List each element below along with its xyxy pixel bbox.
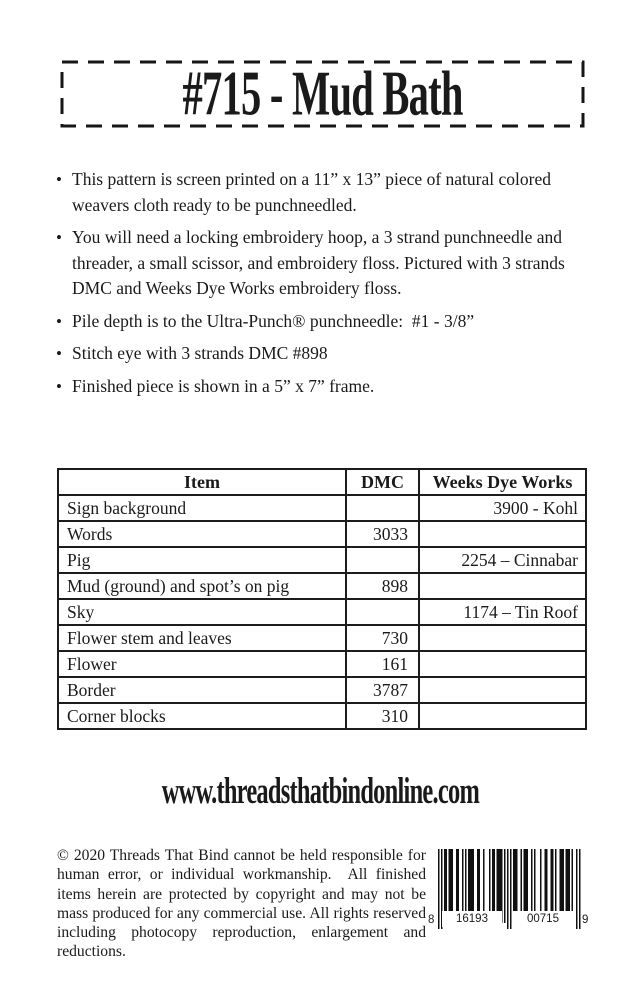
note-text: This pattern is screen printed on a 11” x 13” piece of natural colored weavers cloth ready to be punchneedled.: [72, 169, 551, 215]
cell-item: Pig: [58, 547, 346, 573]
table-header-row: [58, 469, 586, 495]
cell-item: Words: [58, 521, 346, 547]
barcode: [428, 849, 590, 933]
copyright-text: © 2020 Threads That Bind cannot be held responsible for human error, or individual workmanship. All finished items herein are protected by copyright and may not be mass produced for any commercial use. All rights reserved including photocopy reproduction, enlargement and reductions.: [57, 847, 426, 961]
bullet-icon: [56, 309, 72, 335]
cell-item: Flower stem and leaves: [58, 625, 346, 651]
table-row: [58, 573, 586, 599]
note-text: Finished piece is shown in a 5” x 7” frame.: [72, 375, 375, 396]
table-row: [58, 547, 586, 573]
cell-dmc: 161: [346, 651, 419, 677]
cell-item: Flower: [58, 651, 346, 677]
table-row: [58, 599, 586, 625]
note-text: Pile depth is to the Ultra-Punch® punchneedle: #1 - 3/8”: [72, 310, 475, 331]
cell-item: Corner blocks: [58, 703, 346, 729]
note-text: Stitch eye with 3 strands DMC #898: [72, 343, 328, 363]
footer: [57, 846, 589, 961]
cell-dmc: 730: [346, 625, 419, 651]
note-item: [56, 341, 590, 367]
cell-weeks-dye-works: [419, 625, 586, 651]
barcode-digit-outer-right: 9: [582, 914, 589, 926]
cell-item: Border: [58, 677, 346, 703]
bullet-icon: [56, 167, 72, 218]
cell-item: Sign background: [58, 495, 346, 521]
cell-dmc: [346, 547, 419, 573]
cell-weeks-dye-works: [419, 677, 586, 703]
column-header-item: Item: [58, 469, 346, 495]
title-box: [60, 60, 585, 128]
materials-table: [57, 468, 587, 730]
cell-weeks-dye-works: [419, 573, 586, 599]
cell-item: Sky: [58, 599, 346, 625]
table-row: [58, 651, 586, 677]
cell-weeks-dye-works: 3900 - Kohl: [419, 495, 586, 521]
cell-dmc: 3787: [346, 677, 419, 703]
notes-list: [56, 167, 590, 406]
note-item: [56, 309, 590, 335]
barcode-digits-left-group: 16193: [442, 911, 502, 927]
column-header-weeks-dye-works: Weeks Dye Works: [419, 469, 586, 495]
cell-weeks-dye-works: [419, 651, 586, 677]
cell-weeks-dye-works: 1174 – Tin Roof: [419, 599, 586, 625]
cell-dmc: [346, 599, 419, 625]
note-item: [56, 225, 590, 302]
barcode-digit-outer-left: 8: [428, 914, 435, 926]
cell-weeks-dye-works: [419, 521, 586, 547]
cell-dmc: [346, 495, 419, 521]
cell-item: Mud (ground) and spot’s on pig: [58, 573, 346, 599]
website-line: [0, 771, 640, 813]
cell-dmc: 310: [346, 703, 419, 729]
bullet-icon: [56, 374, 72, 400]
bullet-icon: [56, 225, 72, 302]
cell-weeks-dye-works: [419, 703, 586, 729]
page-title: #715 - Mud Bath: [182, 59, 463, 129]
table-row: [58, 495, 586, 521]
table-row: [58, 677, 586, 703]
table-row: [58, 521, 586, 547]
bullet-icon: [56, 341, 72, 367]
table-row: [58, 625, 586, 651]
note-item: [56, 374, 590, 400]
note-text: You will need a locking embroidery hoop, a 3 strand punchneedle and threader, a small scissor, and embroidery floss. Pictured with 3 strands DMC and Weeks Dye Works embroidery floss.: [72, 227, 565, 298]
website-url: www.threadsthatbindonline.com: [161, 771, 479, 813]
cell-dmc: 898: [346, 573, 419, 599]
cell-dmc: 3033: [346, 521, 419, 547]
barcode-digits-right-group: 00715: [513, 911, 573, 927]
column-header-dmc: DMC: [346, 469, 419, 495]
note-item: [56, 167, 590, 218]
cell-weeks-dye-works: 2254 – Cinnabar: [419, 547, 586, 573]
table-row: [58, 703, 586, 729]
